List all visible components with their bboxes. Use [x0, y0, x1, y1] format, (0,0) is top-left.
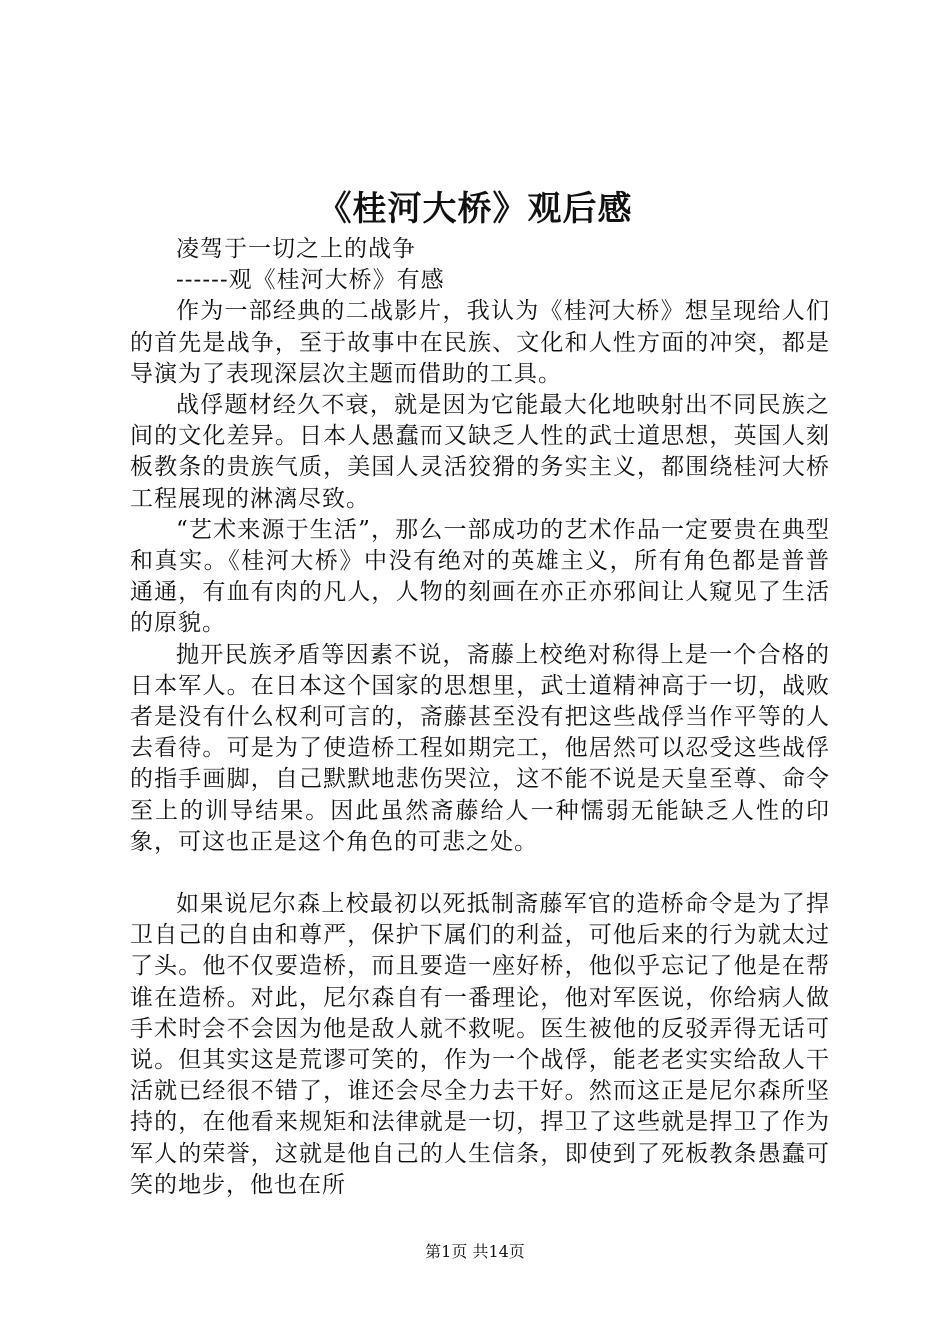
document-body: [130, 234, 830, 1201]
body-paragraph: 抛开民族矛盾等因素不说，斋藤上校绝对称得上是一个合格的日本军人。在日本这个国家的思想里，武士道精神高于一切，战败者是没有什么权利可言的，斋藤甚至没有把这些战俘当作平等的人去看待。可是为了使造桥工程如期完工，他居然可以忍受这些战俘的指手画脚，自己默默地悲伤哭泣，这不能不说是天皇至尊、命令至上的训导结果。因此虽然斋藤给人一种懦弱无能缺乏人性的印象，可这也正是这个角色的可悲之处。: [130, 641, 830, 855]
subtitle-line: ------观《桂河大桥》有感: [176, 267, 445, 294]
document-title: 《桂河大桥》观后感: [317, 189, 633, 229]
subtitle-line: 凌驾于一切之上的战争: [176, 236, 416, 262]
body-paragraph: 战俘题材经久不衰，就是因为它能最大化地映射出不同民族之间的文化差异。日本人愚蠢而又缺乏人性的武士道思想，英国人刻板教条的贵族气质，美国人灵活狡猾的务实主义，都围绕桂河大桥工程展现的淋漓尽致。: [130, 392, 830, 512]
body-paragraph: 作为一部经典的二战影片，我认为《桂河大桥》想呈现给人们的首先是战争，至于故事中在民族、文化和人性方面的冲突，都是导演为了表现深层次主题而借助的工具。: [130, 298, 830, 387]
body-paragraph: “艺术来源于生活”，那么一部成功的艺术作品一定要贵在典型和真实。《桂河大桥》中没有绝对的英雄主义，所有角色都是普普通通，有血有肉的凡人，人物的刻画在亦正亦邪间让人窥见了生活的原貌。: [130, 516, 830, 637]
paragraph-gap: [130, 858, 830, 889]
page-footer: 第1页 共14页: [425, 1242, 525, 1261]
body-paragraph: 如果说尼尔森上校最初以死抵制斋藤军官的造桥命令是为了捍卫自己的自由和尊严，保护下属们的利益，可他后来的行为就太过了头。他不仅要造桥，而且要造一座好桥，他似乎忘记了他是在帮谁在造桥。对此，尼尔森自有一番理论，他对军医说，你给病人做手术时会不会因为他是敌人就不救呢。医生被他的反驳弄得无话可说。但其实这是荒谬可笑的，作为一个战俘，能老老实实给敌人干活就已经很不错了，谁还会尽全力去干好。然而这正是尼尔森所坚持的，在他看来规矩和法律就是一切，捍卫了这些就是捍卫了作为军人的荣誉，这就是他自己的人生信条，即使到了死板教条愚蠢可笑的地步，他也在所: [130, 891, 830, 1198]
